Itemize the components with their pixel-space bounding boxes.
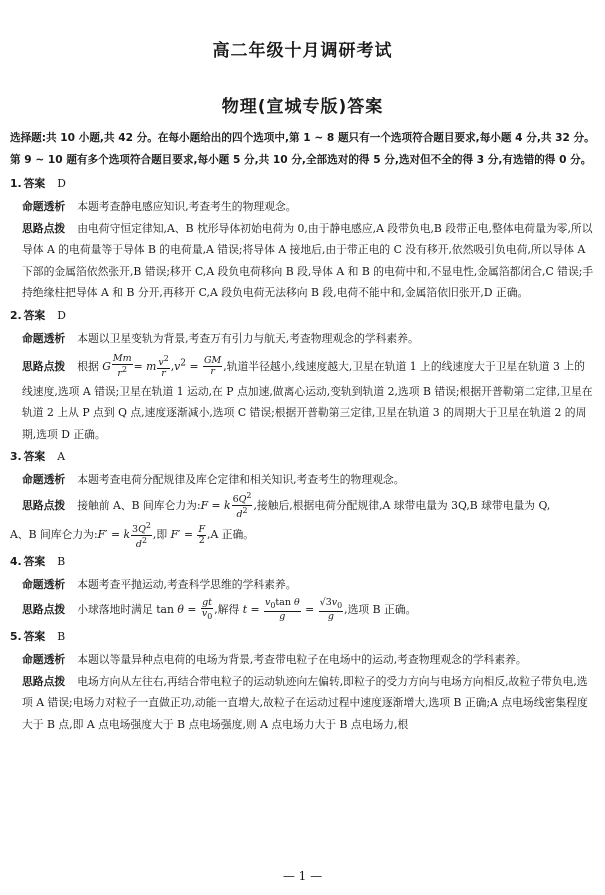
q5-answer-line xyxy=(10,627,595,647)
q1-answer: D xyxy=(57,177,66,190)
hint-label: 思路点拨 xyxy=(22,359,66,373)
q2-equation: G $\frac{Mm}{r^2}$ = m $\frac{v^2}{r}$ $,v^2$ = $\frac{GM}{r}$ xyxy=(102,353,222,380)
q1-answer-line xyxy=(10,174,595,194)
answer-label: 答案 xyxy=(23,450,46,464)
q2-hint-line xyxy=(22,353,560,380)
q2-answer-line xyxy=(10,306,595,326)
q3-analysis-text: 本题考查电荷分配规律及库仑定律和相关知识,考查考生的物理观念。 xyxy=(77,473,405,487)
q3-equation-1: F = k $\frac{6Q^2}{d^2}$ xyxy=(200,490,252,521)
q2-answer: D xyxy=(57,308,66,322)
answer-content xyxy=(10,128,595,735)
q5-hint xyxy=(22,671,595,736)
hint-label: 思路点拨 xyxy=(22,674,66,688)
q3-hint-post: ,接触后,根据电荷分配规律,A 球带电量为 3Q,B 球带电量为 Q, xyxy=(253,498,551,512)
q4-hint xyxy=(22,595,595,625)
q5-number: 5. xyxy=(10,630,22,644)
q4-hint-pre: 小球落地时满足 xyxy=(77,603,153,617)
page-number: — 1 — xyxy=(282,869,323,883)
q1-hint-text: 由电荷守恒定律知,A、B 枕形导体初始电荷为 0,由于静电感应,A 段带负电,B 段带正电,整体电荷量为零,所以导体 A 的电荷量等于导体 B 的电荷量,A 错误;将导体 A 接地后,由于带正电的 C 没有移开,依然吸引负电荷,所以导体 A 下部的金属箔依然张开,B 错误;移开 C,A 段负电荷移向 B 段,导体 A 和 B 的电荷中和,不显电性,金属箔都闭合,C 错误;手持绝缘柱把导体 A 和 B 分开,再移开 C,A 段负电荷无法移向 B 段,电荷不能中和,金属箔依旧张开,D 正确。 xyxy=(22,221,594,299)
q3-analysis xyxy=(22,469,595,491)
q3-answer-line xyxy=(10,447,595,467)
q4-equation: tan θ = $\frac{gt}{v_0}$ ,解得 t = $\frac{v_0\tan \theta}{g}$ = $\frac{√3v_0}{g}$ xyxy=(156,597,343,623)
q3-equation-2: F′ = k $\frac{3Q^2}{d^2}$ ,即 F′ = $\frac{F}{2}$ xyxy=(97,520,206,550)
q2-number: 2. xyxy=(10,308,22,322)
q1-hint xyxy=(22,218,595,304)
q3-hint xyxy=(10,490,595,550)
answer-label: 答案 xyxy=(23,554,46,568)
q2-analysis xyxy=(22,328,595,350)
q1-analysis-text: 本题考查静电感应知识,考查考生的物理观念。 xyxy=(77,200,297,213)
hint-label: 思路点拨 xyxy=(22,498,66,512)
q3-hint-cont-post: ,A 正确。 xyxy=(207,528,255,542)
q2-hint-cont: 上的线速度,选项 A 错误;卫星在轨道 1 运动,在 P 点加速,做离心运动,变轨到轨道 2,选项 B 错误;根据开普勒第二定律,卫星在轨道 2 上从 P 点到 Q 点,速度逐渐减小,选项 C 错误;根据开普勒第三定律,卫星在轨道 3 的周期大于卫星在轨道 2 的周期,选项 D 正确。 xyxy=(22,359,593,441)
q2-hint xyxy=(22,349,595,445)
q2-hint-pre: 根据 xyxy=(77,359,99,373)
q1-number: 1. xyxy=(10,177,22,190)
analysis-label: 命题透析 xyxy=(22,473,66,487)
q3-hint-pre: 接触前 A、B 间库仑力为: xyxy=(77,498,201,512)
hint-label: 思路点拨 xyxy=(22,221,66,235)
q2-analysis-text: 本题以卫星变轨为背景,考查万有引力与航天,考查物理观念的学科素养。 xyxy=(77,331,419,345)
q4-analysis-text: 本题考查平抛运动,考查科学思维的学科素养。 xyxy=(77,577,297,591)
q4-analysis xyxy=(22,574,595,596)
answer-label: 答案 xyxy=(23,630,46,644)
q5-analysis xyxy=(22,649,595,671)
q4-hint-post: ,选项 B 正确。 xyxy=(344,603,417,617)
q3-hint-cont-pre: A、B 间库仑力为: xyxy=(10,528,98,542)
instructions: 选择题:共 10 小题,共 42 分。在每小题给出的四个选项中,第 1 ~ 8 题只有一个选项符合题目要求,每小题 4 分,共 32 分。第 9 ~ 10 题有多个选项符合题目要求,每小题 5 分,共 10 分,全部选对的得 5 分,选对但不全的得 3 分,有选错的得 0 分。 xyxy=(10,132,595,166)
answer-label: 答案 xyxy=(23,177,46,190)
page-subtitle: 物理(宣城专版)答案 xyxy=(221,97,384,117)
q1-analysis xyxy=(22,196,595,218)
page-title: 高二年级十月调研考试 xyxy=(212,41,393,61)
analysis-label: 命题透析 xyxy=(22,200,66,213)
q4-answer: B xyxy=(57,554,66,568)
q5-answer: B xyxy=(57,630,66,644)
q4-number: 4. xyxy=(10,554,22,568)
q5-hint-text: 电场方向从左往右,再结合带电粒子的运动轨迹向左偏转,即粒子的受力方向与电场方向相反,故粒子带负电,选项 A 错误;电场力对粒子一直做正功,动能一直增大,故粒子在运动过程中速度逐渐增大,选项 B 正确;A 点电场线密集程度大于 B 点,即 A 点电场强度大于 B 点电场强度,则 A 点电场力大于 B 点电场力,根 xyxy=(22,674,588,731)
analysis-label: 命题透析 xyxy=(22,577,66,591)
q2-hint-post: ,轨道半径越小,线速度越大,卫星在轨道 1 上的线速度大于卫星在轨道 3 xyxy=(223,359,560,373)
q4-answer-line xyxy=(10,552,595,572)
answer-label: 答案 xyxy=(23,308,46,322)
analysis-label: 命题透析 xyxy=(22,653,66,667)
q5-analysis-text: 本题以等量异种点电荷的电场为背景,考查带电粒子在电场中的运动,考查物理观念的学科素养。 xyxy=(77,653,527,667)
analysis-label: 命题透析 xyxy=(22,331,66,345)
q3-answer: A xyxy=(57,450,66,464)
hint-label: 思路点拨 xyxy=(22,603,66,617)
q3-number: 3. xyxy=(10,450,22,464)
